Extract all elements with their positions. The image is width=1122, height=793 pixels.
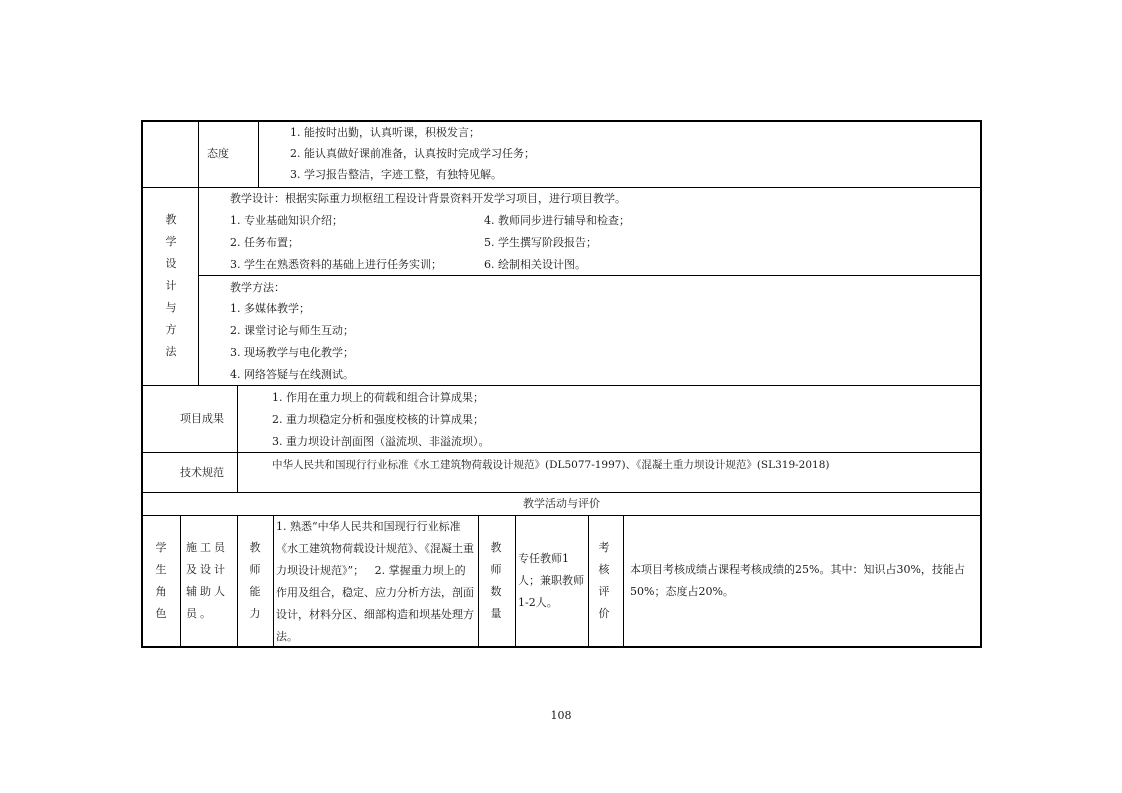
attitude-item: 1. 能按时出勤，认真听课，积极发言； — [290, 126, 480, 139]
standards-text: 中华人民共和国现行行业标准《水工建筑物荷载设计规范》(DL5077-1997)、《混凝土重力坝设计规范》(SL319-2018) — [272, 459, 830, 471]
design-intro: 教学设计：根据实际重力坝枢纽工程设计背景资料开发学习项目，进行项目教学。 — [230, 192, 626, 205]
teacher-count-char: 教 — [490, 541, 502, 554]
teaching-label-char: 计 — [165, 279, 177, 292]
attitude-item: 3. 学习报告整洁，字迹工整，有独特见解。 — [290, 168, 502, 181]
results-item: 1. 作用在重力坝上的荷载和组合计算成果； — [272, 391, 484, 404]
method-item: 2. 课堂讨论与师生互动； — [230, 324, 354, 337]
col-sep-b6 — [588, 516, 589, 647]
design-step: 3. 学生在熟悉资料的基础上进行任务实训； — [230, 258, 442, 271]
col-sep-b3 — [273, 516, 274, 647]
col-sep-b2 — [237, 516, 238, 647]
student-role-char: 生 — [155, 563, 167, 576]
row-sep-results — [141, 452, 982, 453]
col-sep-b5 — [515, 516, 516, 647]
page-number: 108 — [550, 709, 572, 722]
row-sep-activity — [141, 515, 982, 516]
method-item: 1. 多媒体教学； — [230, 302, 310, 315]
table-left-border — [141, 120, 143, 648]
teacher-ability-char: 师 — [249, 563, 261, 576]
results-item: 2. 重力坝稳定分析和强度校核的计算成果； — [272, 413, 484, 426]
col-sep-b4 — [478, 516, 479, 647]
teaching-label-char: 教 — [165, 213, 177, 226]
design-step: 2. 任务布置； — [230, 236, 299, 249]
method-item: 4. 网络答疑与在线测试。 — [230, 368, 354, 381]
teaching-label-char: 方 — [165, 323, 177, 336]
assessment-char: 评 — [598, 585, 610, 598]
row-sep-teaching — [141, 385, 982, 386]
table-right-border — [980, 120, 982, 648]
assessment-char: 核 — [598, 563, 610, 576]
row-sep-standards — [141, 492, 982, 493]
results-item: 3. 重力坝设计剖面图（溢流坝、非溢流坝）。 — [272, 435, 490, 448]
design-step: 1. 专业基础知识介绍； — [230, 214, 343, 227]
row-sep-attitude — [141, 187, 982, 188]
attitude-item: 2. 能认真做好课前准备，认真按时完成学习任务； — [290, 147, 535, 160]
col-sep-b1 — [180, 516, 181, 647]
design-step: 6. 绘制相关设计图。 — [484, 258, 586, 271]
col-sep-attitude-right — [258, 121, 259, 188]
teacher-count-char: 数 — [490, 585, 502, 598]
assessment-char: 价 — [598, 607, 610, 620]
table-bottom-border — [141, 646, 982, 648]
student-role-char: 学 — [155, 541, 167, 554]
student-role-char: 角 — [155, 585, 167, 598]
student-role-char: 色 — [155, 607, 167, 620]
teacher-ability-char: 教 — [249, 541, 261, 554]
attitude-label: 态度 — [207, 147, 229, 160]
standards-label: 技术规范 — [180, 466, 224, 479]
teacher-count-text: 专任教师1人；兼职教师1-2人。 — [518, 552, 584, 609]
table-top-border — [141, 120, 982, 122]
teacher-ability-char: 力 — [249, 607, 261, 620]
design-step: 4. 教师同步进行辅导和检查； — [484, 214, 630, 227]
teaching-label-char: 设 — [165, 257, 177, 270]
method-item: 3. 现场教学与电化教学； — [230, 346, 354, 359]
teaching-label-char: 学 — [165, 235, 177, 248]
col-sep-attitude-left — [198, 121, 199, 386]
method-intro: 教学方法： — [230, 281, 285, 294]
activity-header: 教学活动与评价 — [523, 497, 600, 510]
teaching-label-char: 法 — [165, 345, 177, 358]
teaching-label-char: 与 — [165, 301, 177, 314]
col-sep-b7 — [623, 516, 624, 647]
results-label: 项目成果 — [180, 412, 224, 425]
assessment-text: 本项目考核成绩占课程考核成绩的25%。其中：知识占30%，技能占50%；态度占20%。 — [630, 563, 965, 598]
student-role-text: 施工员及设计辅助人员。 — [186, 541, 228, 620]
teacher-ability-char: 能 — [249, 585, 261, 598]
design-step: 5. 学生撰写阶段报告； — [484, 236, 597, 249]
teacher-ability-text: 1. 熟悉“中华人民共和国现行行业标准《水工建筑物荷载设计规范》、《混凝土重力坝设计规范》”； 2. 掌握重力坝上的作用及组合，稳定、应力分析方法，剖面设计，材料分区、细部构造和坝基处理方法。 — [276, 520, 474, 643]
teacher-count-char: 师 — [490, 563, 502, 576]
col-sep-results — [237, 386, 238, 493]
assessment-char: 考 — [598, 541, 610, 554]
teacher-count-char: 量 — [490, 607, 502, 620]
row-sep-design-method — [198, 275, 981, 276]
